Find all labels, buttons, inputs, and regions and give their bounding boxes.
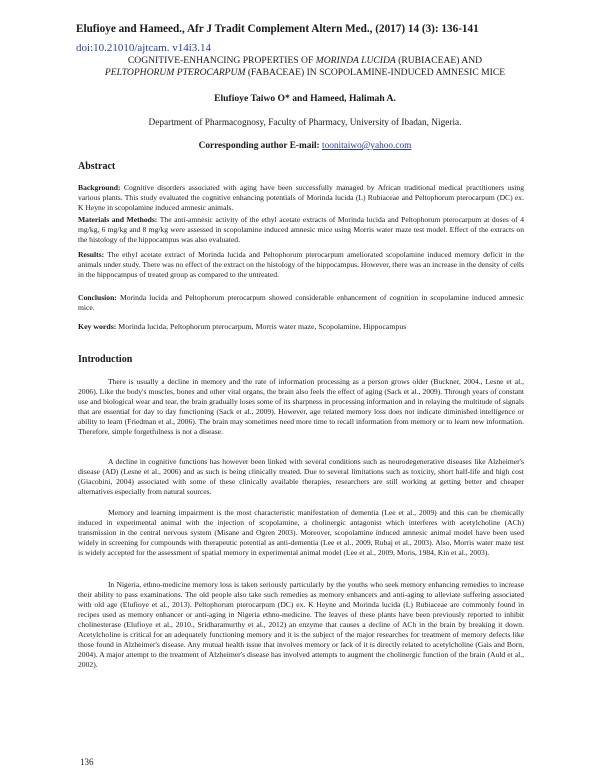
affiliation: Department of Pharmacognosy, Faculty of Pharmacy, University of Ibadan, Nigeria. <box>148 118 462 128</box>
intro-paragraph-1-text: There is usually a decline in memory and the rate of information processing as a person grows older (Buckner, 2004., Lesne et al., 2006). Like the body's muscles, bones and other vital organs, the brain also feels the effect of aging (Sack et al., 2009). Through years of constant use and biological wear and tear, the brain gradually loses some of its sharpness in processing information and in relaying the multitude of signals that are essential for day to day functioning (Sack et al., 2009). However, age related memory loss does not indicate diminished intelligence or ability to learn (Friedman et al., 2006). The brain may sometimes need more time to recall information from memory or to learn new information. Therefore, simple forgetfulness is not a disease. <box>78 377 524 436</box>
keywords-text: Morinda lucida, Peltophorum pterocarpum, Morris water maze, Scopolamine, Hippocampus <box>118 322 407 331</box>
abstract-background <box>78 183 524 213</box>
corresponding-author <box>76 140 534 152</box>
intro-paragraph-2-text: A decline in cognitive functions has however been linked with several conditions such as neurodegenerative diseases like Alzheimer's disease (AD) (Lesne et al., 2006) and as such is being clinically treated. Due to several limitations such as toxicity, short half-life and high cost (Giacobini, 2004) associated with some of these clinically available therapies, researchers are still working at getting better and cheaper alternatives especially from natural sources. <box>78 457 524 496</box>
title-species-1: MORINDA LUCIDA <box>315 55 396 66</box>
abstract-conclusion <box>78 293 524 313</box>
page-number: 136 <box>80 757 94 767</box>
results-text: The ethyl acetate extract of Morinda lucida and Peltophorum pterocarpum ameliorated scopolamine induced memory deficit in the animals under study. There was no effect of the extract on the histology of the hippocampus. However, there was an increase in the density of cells in the hippocampus of treated group as compared to the untreated. <box>78 250 524 279</box>
abstract-results <box>78 250 524 280</box>
title-part-4: (FABACEAE) IN SCOPOLAMINE-INDUCED AMNESIC MICE <box>245 67 506 78</box>
author-list: Elufioye Taiwo O* and Hameed, Halimah A. <box>214 93 396 104</box>
title-species-2: PELTOPHORUM PTEROCARPUM <box>104 67 246 78</box>
background-label: Background: <box>78 183 121 192</box>
introduction-heading: Introduction <box>78 354 133 365</box>
doi-link[interactable]: doi:10.21010/ajtcam. v14i3.14 <box>76 42 212 54</box>
conclusion-text: Morinda lucida and Peltophorum pterocarpum showed considerable enhancement of cognition in scopolamine induced amnesic mice. <box>78 293 524 312</box>
title-part-1: COGNITIVE-ENHANCING PROPERTIES OF <box>127 55 316 66</box>
intro-paragraph-3 <box>78 508 524 558</box>
title-part-2: (RUBIACEAE) AND <box>395 55 483 66</box>
results-label: Results: <box>78 250 105 259</box>
corresponding-label: Corresponding author E-mail: <box>198 141 320 151</box>
intro-paragraph-3-text: Memory and learning impairment is the most characteristic manifestation of dementia (Lee et al., 2009) and this can be chemically induced in experimental animal with the injection of scopolamine, a cholinergic antagonist which interferes with acetylcholine (ACh) transmission in the central nervous system (Misane and Ogren 2003). Moreover, scopolamine induced amnesic animal model have been used widely in screening for compounds with therapeutic potential as anti-dementia (Lee et al., 2009, Rubaj et al., 2003). Also, Morris water maze test is widely accepted for the assessment of spatial memory in experimental animal model (Lee et al., 2009, Moris, 1984, Kin et al., 2003). <box>78 508 524 557</box>
intro-paragraph-4-text: In Nigeria, ethno-medicine memory loss is taken seriously particularly by the youths who seek memory enhancing remedies to increase their ability to pass examinations. The old people also take such remedies as memory enhancers and anti-aging to alleviate suffering associated with old age (Elufioye et al., 2013). Peltophorum pterocarpum (DC) ex. K Heyne and Morinda lucida (L) Rubiaceae are commonly found in recipes used as memory enhancer or anti-aging in Nigeria ethno-medicine. The leaves of these plants have been previously reported to inhibit cholinesterase (Elufioye et al., 2010., Sridharamurthy et al., 2012) an enzyme that causes a decline of ACh in the brain by breaking it down. Acetylcholine is critical for an adequately functioning memory and it is the subject of the major researches for treatment of memory defects like those found in Alzheimer's disease. Any mutual health issue that involves memory or lack of it is directly related to acetylcholine (Gais and Born, 2004). A major attempt to the treatment of Alzheimer's disease has involved attempts to augment the cholinergic function of the brain (Auld et al., 2002). <box>78 580 524 669</box>
keywords-label: Key words: <box>78 322 117 331</box>
methods-text: The anti-amnesic activity of the ethyl acetate extracts of Morinda lucida and Peltophorum pterocarpum at doses of 4 mg/kg, 6 mg/kg and 8 mg/kg were assessed in scopolamine induced amnesic mice using Morris water maze test model. Effect of the extracts on the histology of the hippocampus was also evaluated. <box>78 215 525 244</box>
intro-paragraph-4 <box>78 580 524 670</box>
article-title <box>76 55 534 79</box>
intro-paragraph-2 <box>78 457 524 497</box>
methods-label: Materials and Methods: <box>78 215 158 224</box>
journal-citation-header: Elufioye and Hameed., Afr J Tradit Complement Altern Med., (2017) 14 (3): 136-141 <box>76 23 479 35</box>
abstract-heading: Abstract <box>78 161 116 172</box>
author-email-link[interactable]: toonitaiwo@yahoo.com <box>321 141 412 151</box>
conclusion-label: Conclusion: <box>78 293 117 302</box>
abstract-methods <box>78 215 524 245</box>
keywords <box>78 322 524 332</box>
intro-paragraph-1 <box>78 377 524 437</box>
background-text: Cognitive disorders associated with aging have been successfully managed by African traditional medical practitioners using various plants. This study evaluated the cognitive enhancing potentials of Morinda lucida (L) Rubiaceae and Peltophorum pterocarpum (DC) ex. K Heyne in scopolamine induced amnesic animals. <box>78 183 524 212</box>
